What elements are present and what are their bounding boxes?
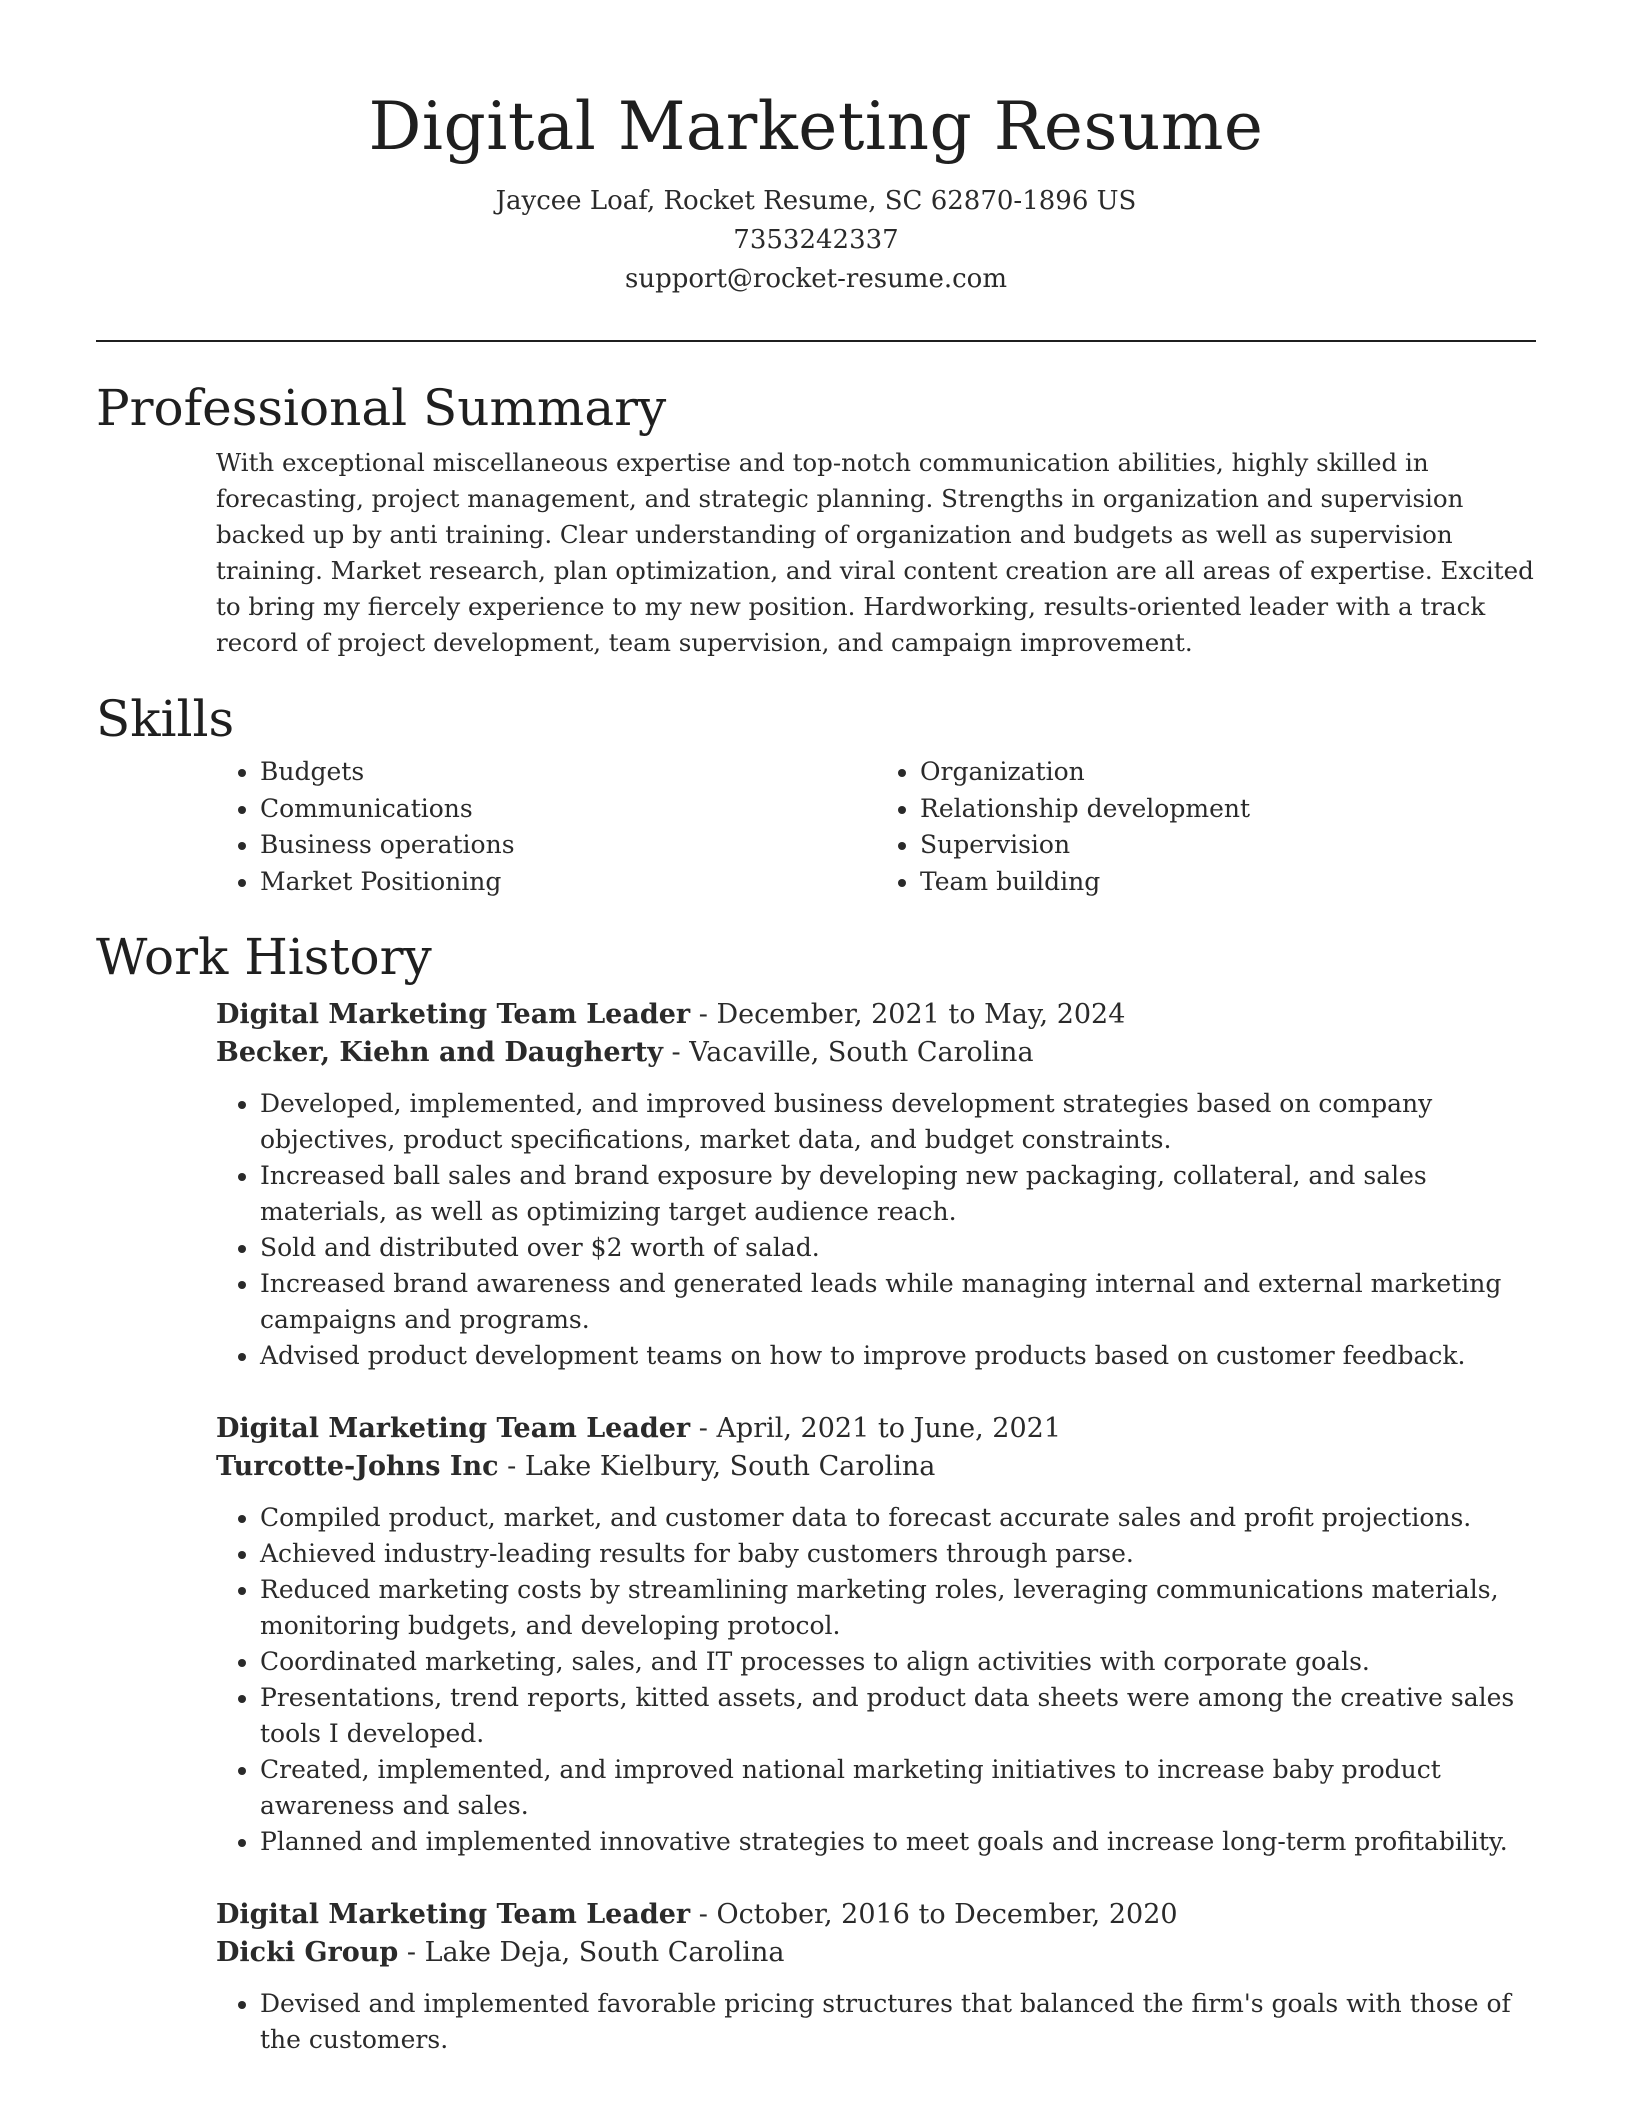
job-entry <box>216 996 1536 1374</box>
skills-column-right <box>876 754 1536 900</box>
summary-section <box>96 375 1536 661</box>
skills-column-left <box>216 754 876 900</box>
job-location: Lake Deja, South Carolina <box>424 1937 785 1968</box>
work-history-heading: Work History <box>96 928 432 986</box>
job-company: Becker, Kiehn and Daugherty <box>216 1037 663 1068</box>
skill-item: • Supervision <box>920 827 1536 864</box>
job-bullets <box>216 1986 1536 2058</box>
job-company-line: Dicki Group - Lake Deja, South Carolina <box>216 1937 785 1968</box>
job-company-line: Turcotte-Johns Inc - Lake Kielbury, South Carolina <box>216 1451 936 1482</box>
skill-item: • Team building <box>920 864 1536 901</box>
contact-address: Jaycee Loaf, Rocket Resume, SC 62870-1896 US <box>495 186 1137 216</box>
document-title: Digital Marketing Resume <box>368 88 1264 165</box>
contact-phone: 7353242337 <box>733 225 899 255</box>
job-bullet: • Created, implemented, and improved national marketing initiatives to increase baby product awareness and sales. <box>260 1752 1536 1824</box>
job-location: Lake Kielbury, South Carolina <box>524 1451 936 1482</box>
job-bullet: • Devised and implemented favorable pricing structures that balanced the firm's goals with those of the customers. <box>260 1986 1536 2058</box>
skill-item: • Business operations <box>260 827 876 864</box>
skills-grid <box>216 754 1536 900</box>
skill-item: • Organization <box>920 754 1536 791</box>
job-dates: December, 2021 to May, 2024 <box>716 999 1126 1030</box>
job-bullet: • Compiled product, market, and customer data to forecast accurate sales and profit projections. <box>260 1500 1536 1536</box>
work-history-section <box>96 924 1536 2058</box>
contact-email: support@rocket-resume.com <box>624 264 1007 294</box>
job-bullet: • Planned and implemented innovative strategies to meet goals and increase long-term profitability. <box>260 1824 1536 1860</box>
job-bullet: • Increased brand awareness and generated leads while managing internal and external marketing campaigns and programs. <box>260 1266 1536 1338</box>
job-title-line: Digital Marketing Team Leader - December, 2021 to May, 2024 <box>216 999 1126 1030</box>
job-bullets <box>216 1086 1536 1374</box>
job-bullet: • Sold and distributed over $2 worth of salad. <box>260 1230 1536 1266</box>
skill-item: • Relationship development <box>920 791 1536 828</box>
header-divider <box>96 340 1536 342</box>
job-bullet: • Developed, implemented, and improved business development strategies based on company objectives, product specifications, market data, and budget constraints. <box>260 1086 1536 1158</box>
job-bullet: • Presentations, trend reports, kitted assets, and product data sheets were among the creative sales tools I developed. <box>260 1680 1536 1752</box>
summary-heading: Professional Summary <box>96 379 667 437</box>
job-dates: April, 2021 to June, 2021 <box>716 1413 1062 1444</box>
skills-section <box>96 686 1536 900</box>
skill-item: • Market Positioning <box>260 864 876 901</box>
job-bullet: • Increased ball sales and brand exposure by developing new packaging, collateral, and sales materials, as well as optimizing target audience reach. <box>260 1158 1536 1230</box>
job-company: Turcotte-Johns Inc <box>216 1451 499 1482</box>
job-title: Digital Marketing Team Leader <box>216 999 691 1030</box>
skill-item: • Communications <box>260 791 876 828</box>
job-title-line: Digital Marketing Team Leader - April, 2021 to June, 2021 <box>216 1413 1062 1444</box>
job-company: Dicki Group <box>216 1937 399 1968</box>
job-entry <box>216 1896 1536 2058</box>
job-title-line: Digital Marketing Team Leader - October, 2016 to December, 2020 <box>216 1899 1178 1930</box>
contact-block <box>96 182 1536 299</box>
summary-text: With exceptional miscellaneous expertise and top-notch communication abilities, highly skilled in forecasting, project management, and strategic planning. Strengths in organization and supervision backed up by anti training. Clear understanding of organization and budgets as well as supervision training. Market research, plan optimization, and viral content creation are all areas of expertise. Excited to bring my fiercely experience to my new position. Hardworking, results-oriented leader with a track record of project development, team supervision, and campaign improvement. <box>216 448 1534 657</box>
job-entry <box>216 1410 1536 1860</box>
skill-item: • Budgets <box>260 754 876 791</box>
job-location: Vacaville, South Carolina <box>689 1037 1034 1068</box>
job-bullet: • Reduced marketing costs by streamlining marketing roles, leveraging communications materials, monitoring budgets, and developing protocol. <box>260 1572 1536 1644</box>
job-bullet: • Coordinated marketing, sales, and IT processes to align activities with corporate goals. <box>260 1644 1536 1680</box>
job-bullet: • Advised product development teams on how to improve products based on customer feedback. <box>260 1338 1536 1374</box>
job-bullet: • Achieved industry-leading results for baby customers through parse. <box>260 1536 1536 1572</box>
job-title: Digital Marketing Team Leader <box>216 1899 691 1930</box>
job-company-line: Becker, Kiehn and Daugherty - Vacaville, South Carolina <box>216 1037 1034 1068</box>
resume-header <box>96 0 1536 299</box>
job-dates: October, 2016 to December, 2020 <box>716 1899 1178 1930</box>
job-bullets <box>216 1500 1536 1860</box>
job-title: Digital Marketing Team Leader <box>216 1413 691 1444</box>
skills-heading: Skills <box>96 690 235 748</box>
